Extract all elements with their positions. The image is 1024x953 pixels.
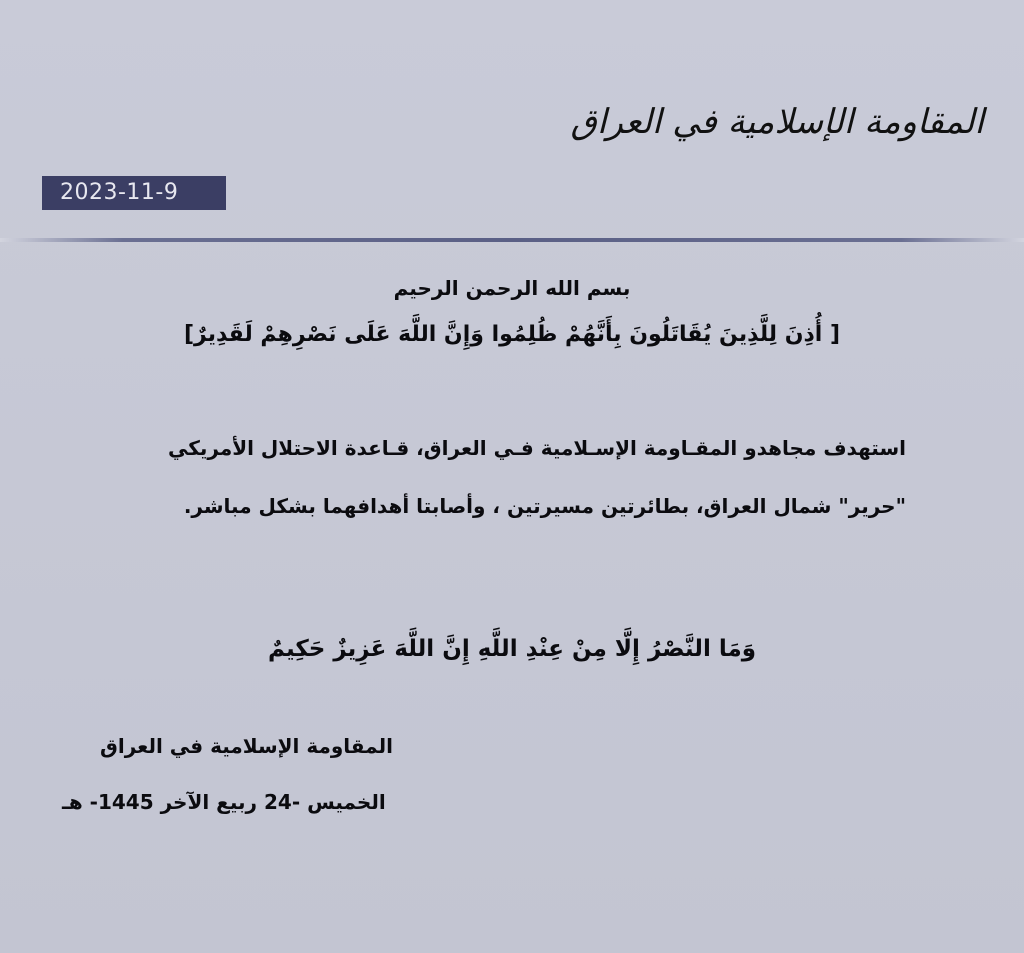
organization-logo: [570, 92, 984, 152]
closing-verse: وَمَا النَّصْرُ إِلَّا مِنْ عِنْدِ اللَّهِ إِنَّ اللَّهَ عَزِيزٌ حَكِيمٌ: [267, 636, 757, 662]
date-badge: 2023-11-9: [42, 176, 226, 210]
basmala: بسم الله الرحمن الرحيم: [393, 276, 631, 300]
logo-calligraphy: المقاومة الإسلامية في العراق: [570, 102, 984, 142]
opening-verse: [ أُذِنَ لِلَّذِينَ يُقَاتَلُونَ بِأَنَّهُمْ ظُلِمُوا وَإِنَّ اللَّهَ عَلَى نَصْرِهِمْ لَقَدِيرٌ]: [183, 322, 841, 347]
statement-body-line-1: استهدف مجاهدو المقـاومة الإسـلامية فـي العراق، قـاعدة الاحتلال الأمريكي: [168, 436, 906, 460]
signature-date: الخميس -24 ربيع الآخر 1445- هـ: [62, 790, 386, 814]
header-divider: [0, 238, 1024, 242]
statement-body-line-2: "حرير" شمال العراق، بطائرتين مسيرتين ، وأصابتا أهدافهما بشكل مباشر.: [183, 494, 906, 518]
signature-organization: المقاومة الإسلامية في العراق: [100, 734, 393, 758]
